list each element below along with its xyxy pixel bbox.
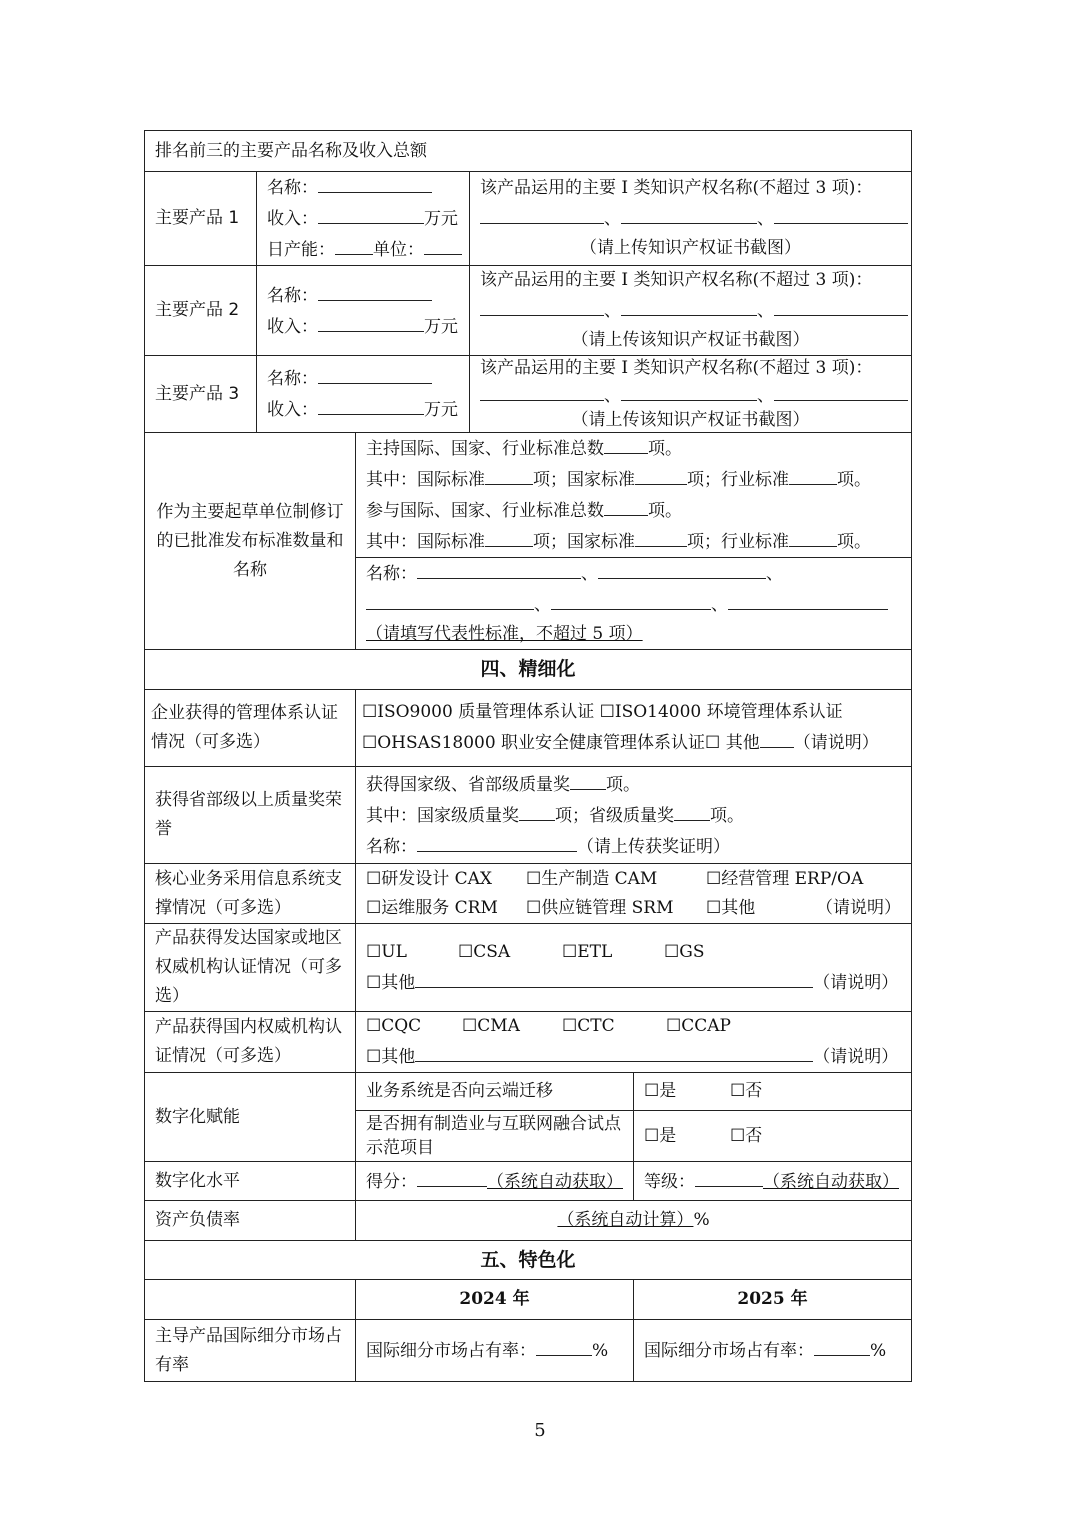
standards-content bbox=[356, 433, 912, 650]
intl-field[interactable] bbox=[485, 464, 533, 485]
item-suffix: 项。 bbox=[606, 774, 640, 795]
mgmt-cert-row bbox=[145, 690, 912, 767]
ccap-checkbox[interactable]: ☐CCAP bbox=[666, 1016, 731, 1036]
unit-label: 万元 bbox=[424, 316, 458, 337]
market-label: 主导产品国际细分市场占有率 bbox=[145, 1320, 356, 1382]
csa-checkbox[interactable]: ☐CSA bbox=[458, 941, 511, 962]
debt-value: （系统自动计算） bbox=[557, 1210, 694, 1230]
ip-field-3[interactable] bbox=[774, 295, 908, 316]
product-row-1 bbox=[145, 172, 912, 266]
ip-field-3[interactable] bbox=[774, 203, 908, 224]
host-total-label: 主持国际、国家、行业标准总数 bbox=[366, 439, 604, 459]
erp-checkbox[interactable]: ☐经营管理 ERP/OA bbox=[706, 868, 864, 889]
national-field-2[interactable] bbox=[635, 526, 687, 547]
unit-label: 万元 bbox=[424, 400, 458, 420]
standards-label: 作为主要起草单位制修订的已批准发布标准数量和名称 bbox=[145, 433, 356, 650]
years-row bbox=[145, 1280, 912, 1320]
sep: 、 bbox=[604, 386, 621, 406]
market-2024-field[interactable] bbox=[536, 1335, 592, 1356]
infosys-options bbox=[356, 864, 912, 924]
foreign-other-checkbox[interactable]: ☐其他 bbox=[366, 972, 416, 993]
grade-field bbox=[695, 1166, 763, 1187]
name-label: 名称： bbox=[267, 369, 318, 389]
score-field bbox=[417, 1166, 487, 1187]
market-row bbox=[145, 1320, 912, 1382]
products-title: 排名前三的主要产品名称及收入总额 bbox=[145, 131, 912, 172]
mgmt-options-line1[interactable]: ☐ISO9000 质量管理体系认证 ☐ISO14000 环境管理体系认证 bbox=[362, 702, 843, 722]
product-ip-3 bbox=[470, 356, 912, 433]
income-label: 收入： bbox=[267, 316, 318, 337]
mgmt-cert-label: 企业获得的管理体系认证情况（可多选） bbox=[145, 690, 356, 767]
foreign-cert-row bbox=[145, 924, 912, 1012]
item-suffix: 项。 bbox=[648, 439, 682, 459]
item-suffix: 项。 bbox=[648, 501, 682, 521]
ctc-checkbox[interactable]: ☐CTC bbox=[562, 1016, 615, 1036]
ip-title: 该产品运用的主要 I 类知识产权名称(不超过 3 项)： bbox=[480, 178, 873, 198]
cqc-checkbox[interactable]: ☐CQC bbox=[366, 1016, 422, 1036]
host-total-field[interactable] bbox=[604, 433, 648, 454]
sep: 、 bbox=[711, 595, 728, 615]
standards-names bbox=[356, 557, 911, 649]
please-explain: （请说明） bbox=[813, 1047, 899, 1067]
digital-level-row bbox=[145, 1162, 912, 1201]
provincial-award-field[interactable] bbox=[674, 800, 710, 821]
product-row-3 bbox=[145, 356, 912, 433]
digital-label: 数字化赋能 bbox=[145, 1073, 356, 1162]
auto-note: （系统自动获取） bbox=[487, 1171, 623, 1192]
sep: 、 bbox=[757, 301, 774, 321]
industry-label: 项；行业标准 bbox=[687, 532, 789, 552]
products-title-row bbox=[145, 131, 912, 172]
section-5-row bbox=[145, 1241, 912, 1280]
quality-total-field[interactable] bbox=[570, 769, 606, 790]
product-label-2: 主要产品 2 bbox=[145, 266, 257, 356]
std-name-field-3[interactable] bbox=[366, 589, 534, 610]
national-label: 项；国家标准 bbox=[533, 470, 635, 490]
name-label: 名称： bbox=[267, 178, 318, 198]
digital-q1-answer bbox=[634, 1073, 912, 1111]
form-table bbox=[144, 130, 912, 1382]
mgmt-cert-options[interactable] bbox=[356, 690, 912, 767]
unit-label: 万元 bbox=[424, 209, 458, 229]
provincial-award-label: 项；省级质量奖 bbox=[555, 805, 674, 826]
ul-checkbox[interactable]: ☐UL bbox=[366, 941, 407, 962]
product-row-2 bbox=[145, 266, 912, 356]
digital-level-label: 数字化水平 bbox=[145, 1162, 356, 1201]
market-2025 bbox=[634, 1320, 912, 1382]
cma-checkbox[interactable]: ☐CMA bbox=[462, 1016, 520, 1036]
etl-checkbox[interactable]: ☐ETL bbox=[562, 941, 613, 962]
grade-cell bbox=[634, 1162, 912, 1201]
product-info-1 bbox=[257, 172, 470, 266]
page-number: 5 bbox=[534, 1420, 546, 1441]
item-suffix: 项。 bbox=[837, 532, 871, 552]
section-4-heading: 四、精细化 bbox=[145, 650, 912, 690]
national-label: 项；国家标准 bbox=[533, 532, 635, 552]
market-text: 国际细分市场占有率： bbox=[644, 1341, 814, 1361]
capacity-field[interactable] bbox=[335, 234, 373, 255]
sep: 、 bbox=[766, 564, 783, 584]
gs-checkbox[interactable]: ☐GS bbox=[664, 941, 705, 962]
name-field[interactable] bbox=[318, 363, 432, 384]
please-explain: （请说明） bbox=[793, 733, 879, 753]
mgmt-options-line2[interactable]: ☐OHSAS18000 职业安全健康管理体系认证☐ 其他 bbox=[362, 733, 760, 753]
participate-total-label: 参与国际、国家、行业标准总数 bbox=[366, 501, 604, 521]
score-label: 得分： bbox=[366, 1171, 417, 1192]
q1-no-checkbox[interactable]: ☐否 bbox=[730, 1081, 763, 1101]
income-label: 收入： bbox=[267, 400, 318, 420]
ip-note: （请上传知识产权证书截图） bbox=[580, 238, 802, 258]
q2-no-checkbox[interactable]: ☐否 bbox=[730, 1125, 763, 1146]
ip-note: （请上传该知识产权证书截图） bbox=[571, 410, 810, 430]
infosys-row bbox=[145, 864, 912, 924]
name-field[interactable] bbox=[318, 172, 432, 193]
ip-field-1[interactable] bbox=[480, 380, 604, 401]
foreign-cert-label: 产品获得发达国家或地区权威机构认证情况（可多选） bbox=[145, 924, 356, 1012]
foreign-other-field[interactable] bbox=[415, 967, 813, 988]
quality-label: 获得省部级以上质量奖荣誉 bbox=[145, 767, 356, 864]
award-note: （请上传获奖证明） bbox=[577, 836, 730, 857]
ip-field-2[interactable] bbox=[621, 203, 757, 224]
domestic-other-checkbox[interactable]: ☐其他 bbox=[366, 1047, 416, 1067]
intl-label: 其中：国际标准 bbox=[366, 532, 485, 552]
standards-row bbox=[145, 433, 912, 650]
domestic-other-field[interactable] bbox=[415, 1041, 813, 1062]
income-field[interactable] bbox=[318, 311, 424, 332]
section-4-row bbox=[145, 650, 912, 690]
std-name-field-2[interactable] bbox=[598, 558, 766, 579]
digital-q2-answer bbox=[634, 1111, 912, 1162]
income-field[interactable] bbox=[318, 203, 424, 224]
year-2024: 2024 年 bbox=[356, 1280, 634, 1320]
auto-note: （系统自动获取） bbox=[763, 1171, 899, 1192]
grade-label: 等级： bbox=[644, 1171, 695, 1192]
product-info-3 bbox=[257, 356, 470, 433]
pct-sign: % bbox=[693, 1210, 710, 1230]
quality-row bbox=[145, 767, 912, 864]
name-label: 名称： bbox=[267, 285, 318, 306]
award-name-label: 名称： bbox=[366, 836, 417, 857]
digital-row-1 bbox=[145, 1073, 912, 1111]
please-explain: （请说明） bbox=[816, 897, 901, 918]
ip-field-1[interactable] bbox=[480, 203, 604, 224]
national-field[interactable] bbox=[635, 464, 687, 485]
industry-field-2[interactable] bbox=[789, 526, 837, 547]
domestic-cert-options bbox=[356, 1012, 912, 1073]
sep: 、 bbox=[604, 209, 621, 229]
other-checkbox[interactable]: ☐其他 bbox=[706, 897, 756, 918]
std-name-field-5[interactable] bbox=[728, 589, 888, 610]
sep: 、 bbox=[581, 564, 598, 584]
ip-title: 该产品运用的主要 I 类知识产权名称(不超过 3 项)： bbox=[480, 270, 873, 290]
intl-label: 其中：国际标准 bbox=[366, 470, 485, 490]
std-name-field-1[interactable] bbox=[417, 558, 581, 579]
domestic-cert-label: 产品获得国内权威机构认证情况（可多选） bbox=[145, 1012, 356, 1073]
q1-yes-checkbox[interactable]: ☐是 bbox=[644, 1081, 677, 1101]
ip-title: 该产品运用的主要 I 类知识产权名称(不超过 3 项)： bbox=[480, 358, 873, 378]
year-2025: 2025 年 bbox=[634, 1280, 912, 1320]
award-name-field[interactable] bbox=[417, 831, 577, 852]
score-cell bbox=[356, 1162, 634, 1201]
national-award-label: 其中：国家级质量奖 bbox=[366, 805, 519, 826]
item-suffix: 项。 bbox=[837, 470, 871, 490]
years-empty-cell bbox=[145, 1280, 356, 1320]
ip-field-3[interactable] bbox=[774, 380, 908, 401]
domestic-cert-row bbox=[145, 1012, 912, 1073]
name-field[interactable] bbox=[318, 280, 432, 301]
capacity-label: 日产能： bbox=[267, 240, 335, 260]
product-label-1: 主要产品 1 bbox=[145, 172, 257, 266]
debt-row bbox=[145, 1201, 912, 1241]
digital-q1: 业务系统是否向云端迁移 bbox=[356, 1073, 634, 1111]
q2-yes-checkbox[interactable]: ☐是 bbox=[644, 1125, 677, 1146]
std-note: （请填写代表性标准，不超过 5 项） bbox=[366, 624, 643, 644]
std-name-label: 名称： bbox=[366, 564, 417, 584]
quality-content bbox=[356, 767, 912, 864]
sep: 、 bbox=[757, 209, 774, 229]
digital-q2: 是否拥有制造业与互联网融合试点示范项目 bbox=[356, 1111, 634, 1162]
national-award-field[interactable] bbox=[519, 800, 555, 821]
sep: 、 bbox=[604, 301, 621, 321]
income-field[interactable] bbox=[318, 394, 424, 415]
cap-unit-label: 单位： bbox=[373, 240, 424, 260]
product-label-3: 主要产品 3 bbox=[145, 356, 257, 433]
mgmt-other-field[interactable] bbox=[760, 727, 794, 748]
intl-field-2[interactable] bbox=[485, 526, 533, 547]
std-name-field-4[interactable] bbox=[551, 589, 711, 610]
participate-total-field[interactable] bbox=[604, 495, 648, 516]
industry-label: 项；行业标准 bbox=[687, 470, 789, 490]
please-explain: （请说明） bbox=[813, 972, 899, 993]
pct-sign: % bbox=[870, 1341, 887, 1361]
section-5-heading: 五、特色化 bbox=[145, 1241, 912, 1280]
sep: 、 bbox=[534, 595, 551, 615]
application-form bbox=[144, 130, 911, 1382]
debt-label: 资产负债率 bbox=[145, 1201, 356, 1241]
debt-cell bbox=[356, 1201, 912, 1241]
quality-total-label: 获得国家级、省部级质量奖 bbox=[366, 774, 570, 795]
industry-field[interactable] bbox=[789, 464, 837, 485]
product-info-2 bbox=[257, 266, 470, 356]
pct-sign: % bbox=[592, 1341, 609, 1361]
income-label: 收入： bbox=[267, 209, 318, 229]
market-2024 bbox=[356, 1320, 634, 1382]
srm-checkbox[interactable]: ☐供应链管理 SRM bbox=[526, 897, 674, 918]
ip-field-2[interactable] bbox=[621, 380, 757, 401]
product-ip-2 bbox=[470, 266, 912, 356]
ip-note: （请上传该知识产权证书截图） bbox=[571, 330, 810, 350]
cax-checkbox[interactable]: ☐研发设计 CAX bbox=[366, 868, 493, 889]
product-ip-1 bbox=[470, 172, 912, 266]
market-text: 国际细分市场占有率： bbox=[366, 1341, 536, 1361]
sep: 、 bbox=[757, 386, 774, 406]
cam-checkbox[interactable]: ☐生产制造 CAM bbox=[526, 868, 658, 889]
crm-checkbox[interactable]: ☐运维服务 CRM bbox=[366, 897, 498, 918]
foreign-cert-options bbox=[356, 924, 912, 1012]
cap-unit-field[interactable] bbox=[424, 234, 462, 255]
market-2025-field[interactable] bbox=[814, 1335, 870, 1356]
infosys-label: 核心业务采用信息系统支撑情况（可多选） bbox=[145, 864, 356, 924]
item-suffix: 项。 bbox=[710, 805, 744, 826]
ip-field-2[interactable] bbox=[621, 295, 757, 316]
ip-field-1[interactable] bbox=[480, 295, 604, 316]
